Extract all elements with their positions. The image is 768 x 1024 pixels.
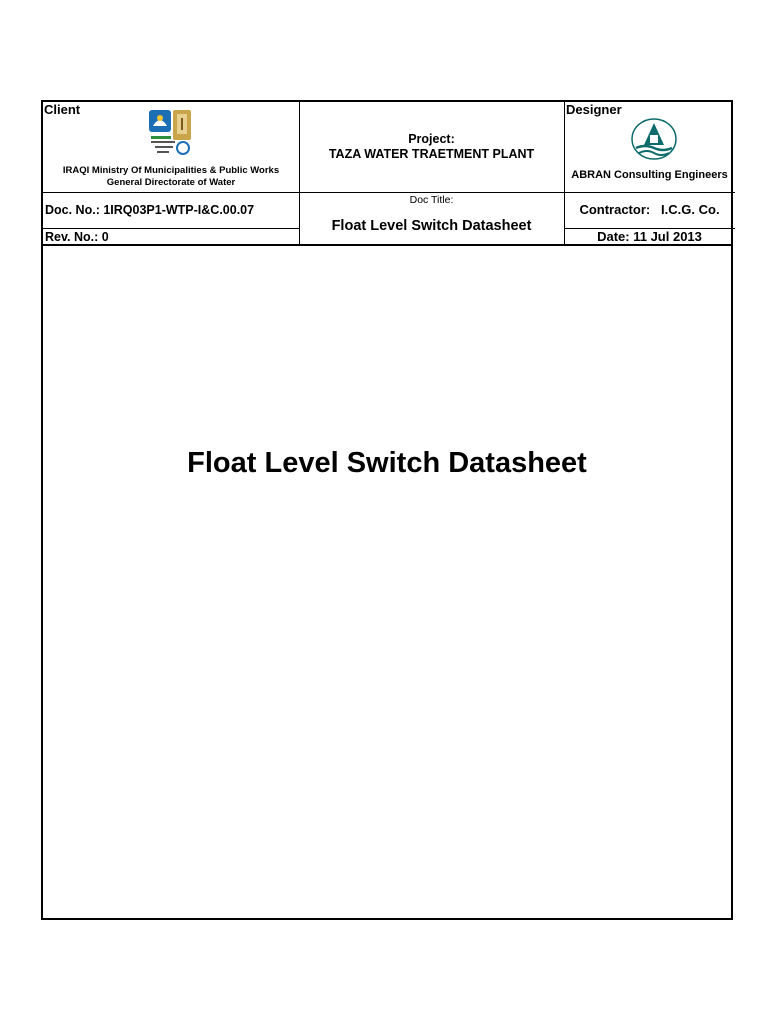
client-name-line1: IRAQI Ministry Of Municipalities & Public Works — [62, 165, 280, 176]
doc-title: Float Level Switch Datasheet — [331, 218, 532, 234]
project-name: TAZA WATER TRAETMENT PLANT — [328, 147, 535, 161]
divider — [43, 192, 299, 193]
designer-label: Designer — [566, 102, 622, 117]
designer-name: ABRAN Consulting Engineers — [571, 169, 728, 181]
client-label: Client — [44, 102, 81, 117]
client-name-line2: General Directorate of Water — [106, 177, 236, 188]
rev-number: Rev. No.: 0 — [45, 230, 109, 244]
doc-number: Doc. No.: 1IRQ03P1-WTP-I&C.00.07 — [45, 203, 255, 217]
abran-emblem-icon — [630, 117, 678, 161]
title-block — [43, 102, 731, 246]
ministry-emblem-icon — [147, 108, 195, 158]
divider — [299, 192, 564, 193]
contractor: Contractor: I.C.G. Co. — [579, 202, 720, 217]
ministry-logo — [147, 108, 195, 158]
datasheet-cover-page — [41, 100, 733, 920]
divider — [43, 228, 299, 229]
date: Date: 11 Jul 2013 — [597, 229, 702, 244]
designer-logo — [630, 117, 678, 161]
doc-title-label: Doc Title: — [409, 194, 454, 206]
project-label: Project: — [408, 132, 455, 146]
divider — [564, 192, 735, 193]
page-title: Float Level Switch Datasheet — [187, 447, 587, 479]
